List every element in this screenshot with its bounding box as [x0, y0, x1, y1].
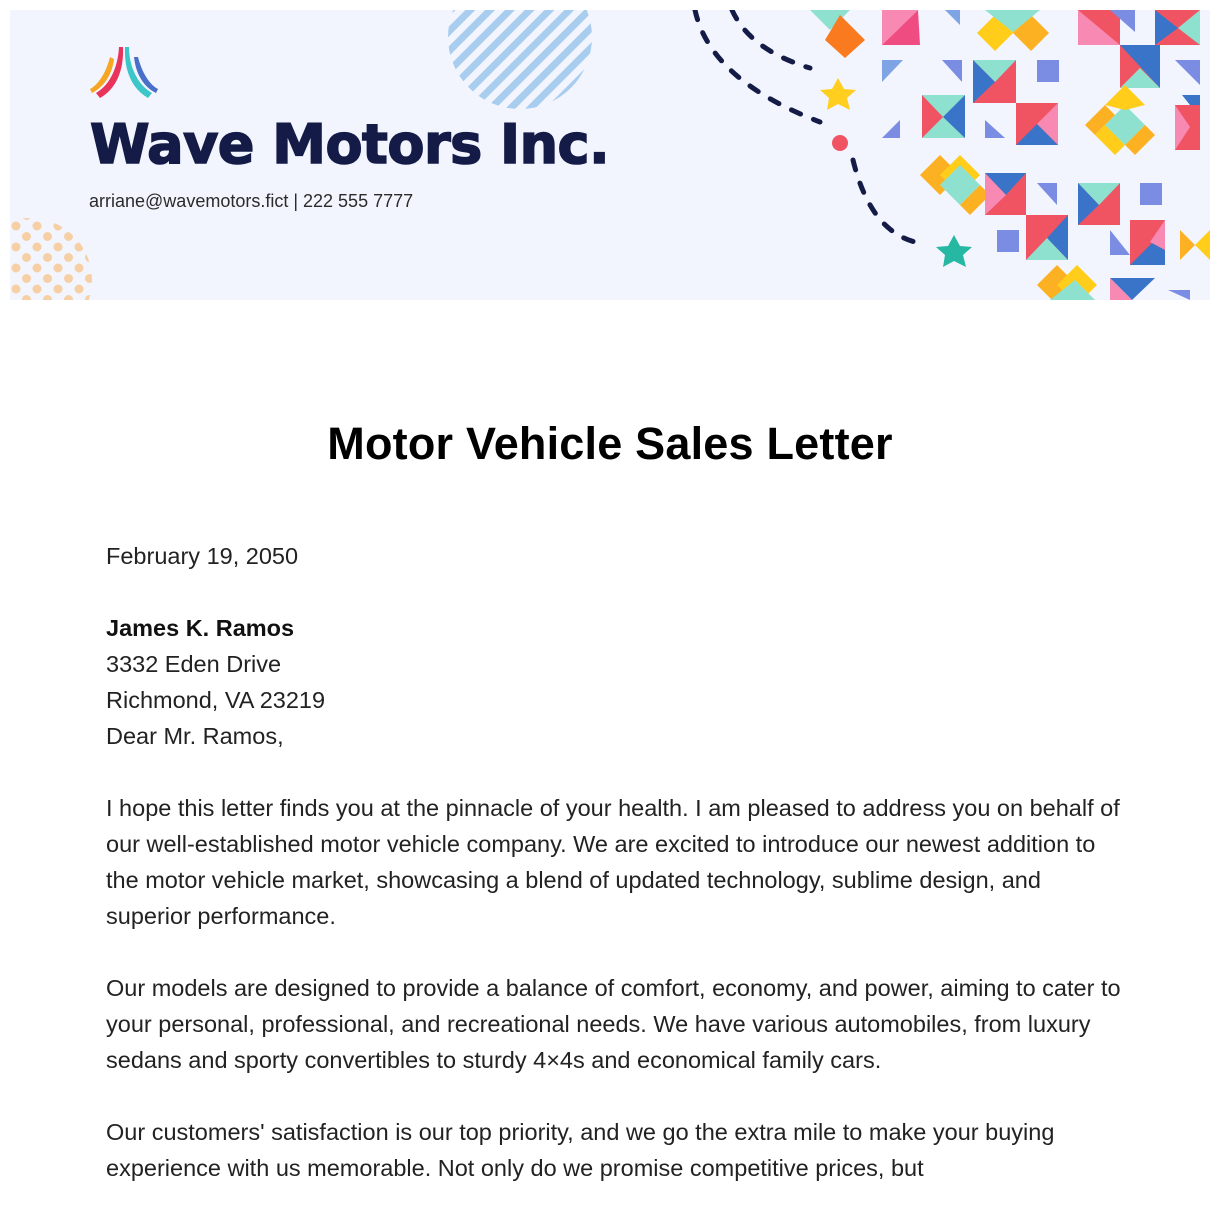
- spacer: [106, 574, 1126, 610]
- salutation: Dear Mr. Ramos,: [106, 723, 284, 749]
- recipient-address-line1: 3332 Eden Drive: [106, 651, 282, 677]
- wave-fan-logo-icon: [88, 43, 160, 101]
- letter-body: [106, 538, 1126, 1186]
- letter-date: February 19, 2050: [106, 543, 299, 569]
- spacer: [106, 1078, 1126, 1114]
- spacer: [106, 934, 1126, 970]
- paragraph-intro: I hope this letter finds you at the pinnacle of your health. I am pleased to address you on behalf of our well-established motor vehicle company. We are excited to introduce our newest addition to the motor vehicle market, showcasing a blend of updated technology, sublime design, and superior performance.: [106, 795, 1120, 929]
- spacer: [106, 754, 1126, 790]
- company-contact: arriane@wavemotors.fict | 222 555 7777: [89, 191, 414, 211]
- paragraph-models: Our models are designed to provide a balance of comfort, economy, and power, aiming to cater to your personal, professional, and recreational needs. We have various automobiles, from luxury sedans and sporty convertibles to sturdy 4×4s and economical family cars.: [106, 975, 1121, 1073]
- paragraph-satisfaction: Our customers' satisfaction is our top priority, and we go the extra mile to make your buying experience with us memorable. Not only do we promise competitive prices, but: [106, 1119, 1055, 1181]
- recipient-name: James K. Ramos: [106, 615, 295, 641]
- company-name: Wave Motors Inc.: [90, 113, 610, 176]
- document-title: Motor Vehicle Sales Letter: [327, 418, 893, 469]
- letterhead-banner: [10, 10, 1210, 300]
- recipient-address-line2: Richmond, VA 23219: [106, 687, 326, 713]
